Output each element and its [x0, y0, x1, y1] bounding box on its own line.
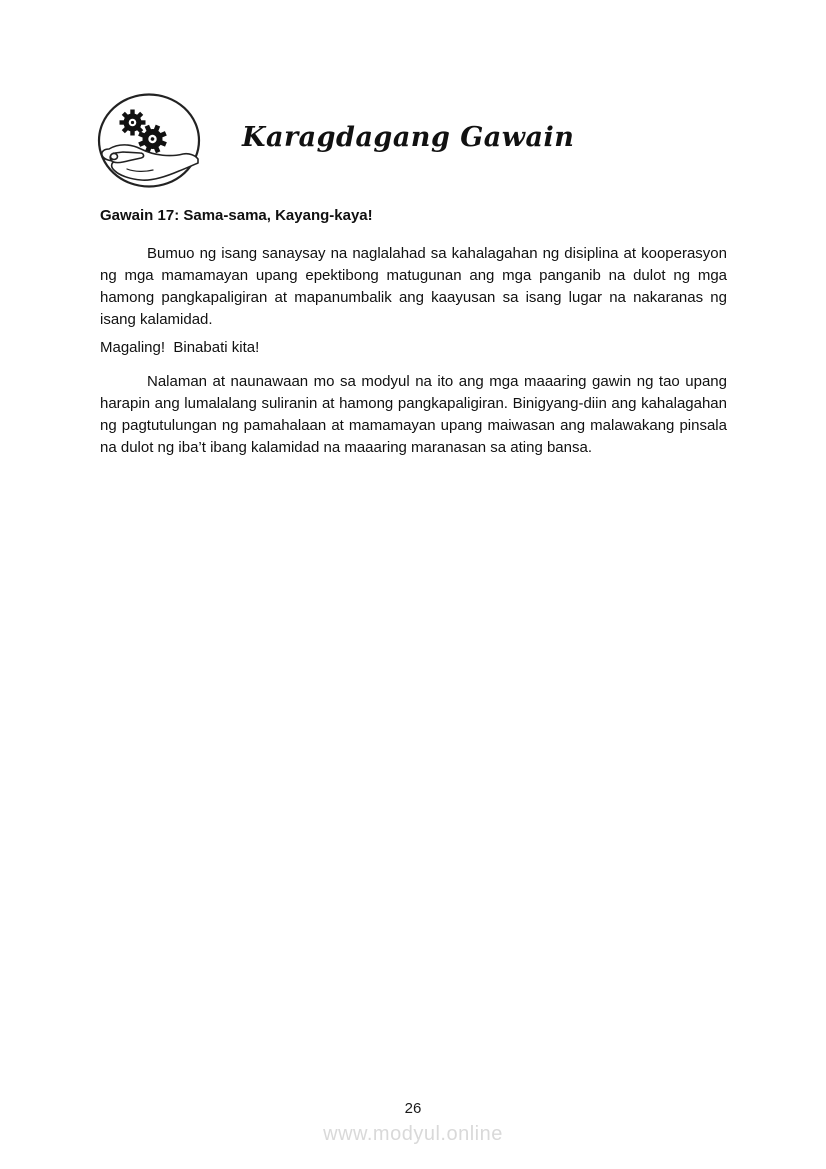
body-paragraph: Nalaman at naunawaan mo sa modyul na ito ang mga maaaring gawin ng tao upang harapin ang lumalalang suliranin at hamong pangkapaligiran. Binigyang-diin ang kahalagahan ng pagtutulungan ng pamahalaan at mamamayan upang maiwasan ang malawakang pinsala na dulot ng iba’t ibang kalamidad na maaaring maranasan sa ating bansa.: [100, 373, 727, 456]
hand-holding-gears-icon: [97, 93, 201, 188]
page-number: 26: [404, 1100, 422, 1117]
content-area: [100, 205, 727, 459]
gear-icon: [120, 110, 146, 136]
watermark-text: www.modyul.online: [323, 1123, 503, 1145]
congrats-line: Magaling! Binabati kita!: [100, 339, 260, 356]
body-paragraph: Bumuo ng isang sanaysay na naglalahad sa kahalagahan ng disiplina at kooperasyon ng mga mamamayan upang epektibong matugunan ang mga panganib na dulot ng mga hamong pangkapaligiran at mapanumbalik ang kaayusan sa isang lugar na nakaranas ng isang kalamidad.: [100, 245, 727, 328]
section-title: Karagdagang Gawain: [242, 122, 575, 153]
activity-heading: Gawain 17: Sama-sama, Kayang-kaya!: [100, 207, 373, 224]
